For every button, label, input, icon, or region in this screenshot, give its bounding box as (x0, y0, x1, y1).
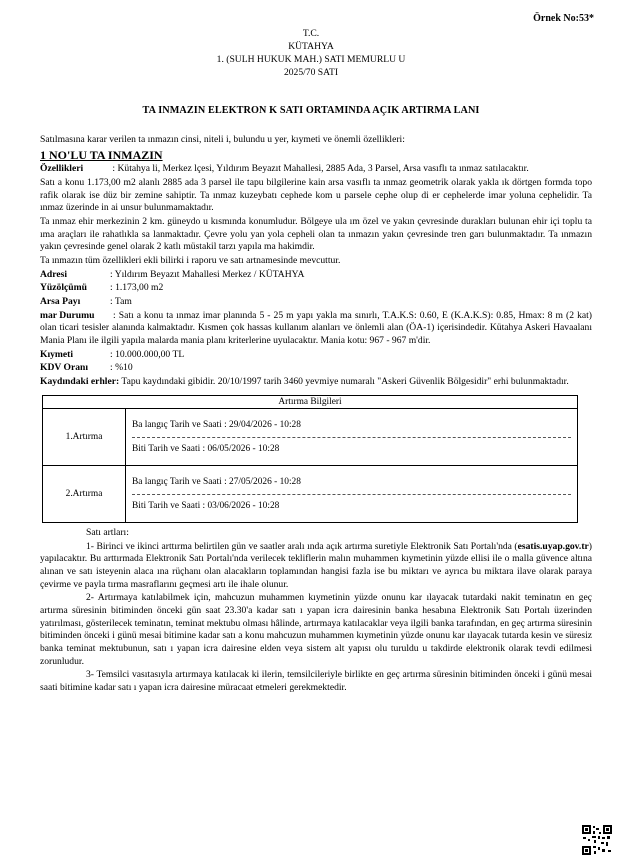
header-office: 1. (SULH HUKUK MAH.) SATI MEMURLU U (216, 53, 406, 65)
auction-dates (126, 409, 578, 466)
annotations-row (40, 376, 592, 389)
annotations-text: Tapu kaydındaki gibidir. 20/10/1997 tarih 3460 yevmiye numaralı "Askeri Güvenlik Bölgesidir" erhi bulunmaktadır. (121, 375, 569, 387)
description-paragraph-1: Satı a konu 1.173,00 m2 alanlı 2885 ada 3 parsel ile tapu bilgilerine kain arsa vasıflı ta ınmaz geometrik olarak yakla ık dörtgen formda topo rafik olarak ise düz bir zemine sahiptir. Ta ınmaz kuzeybatı cephede kom u parsele cephe olup di er cephelerde imar yoluna cephelidir. Ta ınmaz üzerinde in ai unsur bulunmamaktadır. (40, 177, 592, 214)
auction-row-1 (43, 409, 578, 466)
auction-start: Ba langıç Tarih ve Saati : 29/04/2026 - 10:28 (132, 420, 301, 431)
divider (132, 494, 571, 495)
description-paragraph-3: Ta ınmazın tüm özellikleri ekli bilirki i raporu ve satı artnamesinde mevcuttur. (40, 255, 341, 267)
auction-end: Biti Tarih ve Saati : 03/06/2026 - 10:28 (132, 500, 280, 511)
share-value: : Tam (110, 296, 132, 308)
features-row (40, 163, 592, 176)
condition-1-part-b: ) yapılacaktır. Bu arttırmada Elektronik Satı Portalı'nda verilecek tekliflerin malın muhammen kıymetinin yüzde ellisi ile o malla güvence altına alınan ve satı isteyenin alaca ına rüçhanı olan alacakların toplamından hangisi fazla ise bu miktarı ve ayrıca bu miktara ilave olarak paraya çevirme ve payla tırma masraflarını geçmesi artı ile ihale olunur. (40, 540, 592, 590)
area-label: Yüzölçümü (40, 282, 87, 294)
auction-row-2 (43, 466, 578, 523)
address-row (40, 269, 592, 282)
document-header (0, 28, 622, 79)
section-title: 1 NO'LU TA INMAZIN (40, 147, 163, 162)
auction-table-header: Artırma Bilgileri (43, 395, 578, 408)
vat-label: KDV Oranı (40, 362, 89, 374)
address-value: : Yıldırım Beyazıt Mahallesi Merkez / KÜTAHYA (110, 268, 305, 280)
share-label: Arsa Payı (40, 296, 81, 308)
zoning-text: : Satı a konu ta ınmaz imar planında 5 - 25 m yapı yakla ma sınırlı, T.A.K.S: 0.60, E (K.A.K.S): 0.85, Hmax: 8 m (2 kat) olan ticari tesisler alanında kalmaktadır. Kısmen çok hassas kullanım alanları ve önlemli alan (ÖA-1) içerisindedir. Kütahya Askeri Havaalanı Mania Planı ile ilgili yapıla malarda mania planı kriterlerine uyulacaktır. Mania kotu: 967 - 967 m'dir. (40, 309, 592, 347)
area-row (40, 282, 592, 295)
esatis-link[interactable]: esatis.uyap.gov.tr (517, 540, 589, 552)
sample-number: Örnek No:53* (533, 13, 594, 24)
header-country: T.C. (302, 28, 320, 39)
auction-end: Biti Tarih ve Saati : 06/05/2026 - 10:28 (132, 443, 280, 454)
value-label: Kıymeti (40, 348, 74, 360)
value-row (40, 349, 592, 362)
divider (132, 437, 571, 438)
condition-2: 2- Artırmaya katılabilmek için, mahcuzun muhammen kıymetinin yüzde onunu kar ılayacak tutardaki nakit teminatın en geç artırma süresinin bitiminden önceki gün saat 23.30'a kadar satı ı yapan icra dairesinin banka hesabına Elektronik Satı Portalı üzerinden yatırılması, gösterilecek teminatın, teminat mektubu olması hâlinde, artırmaya katılacaklar veya ilgili banka tarafından, en geç artırma süresinin bitiminden önceki i günü mesai bitimine kadar satı a konu mahcuzun muhammen kıymetinin yüzde onunu kar ılayacak tutarda kesin ve süresiz banka teminat mektubunun, satı ı yapan icra dairesine elden veya sistem alt yapısı olu turuldu u takdirde elektronik olarak tevdi edilmesi zorunludur. (40, 592, 592, 667)
qr-code-icon (582, 825, 612, 855)
zoning-row (40, 310, 592, 348)
intro-text: Satılmasına karar verilen ta ınmazın cinsi, niteli i, bulundu u yer, kıymeti ve önemli özellikleri: (40, 134, 405, 145)
features-text: : Kütahya li, Merkez lçesi, Yıldırım Beyazıt Mahallesi, 2885 Ada, 3 Parsel, Arsa vasıflı ta ınmaz satılacaktır. (112, 163, 529, 175)
auction-table (42, 395, 578, 523)
auction-dates (126, 466, 578, 523)
condition-1-part-a: 1- Birinci ve ikinci arttırma belirtilen gün ve saatler aralı ında açık artırma suretiyle Elektronik Satı Portalı'nda ( (86, 540, 518, 552)
vat-value: : %10 (110, 362, 133, 374)
header-file-number: 2025/70 SATI (283, 66, 339, 78)
auction-name: 1.Artırma (43, 409, 126, 466)
share-row (40, 296, 592, 309)
document-body (40, 134, 592, 696)
auction-name: 2.Artırma (43, 466, 126, 523)
vat-row (40, 362, 592, 375)
address-label: Adresi (40, 268, 68, 280)
features-label: Özellikleri (40, 163, 84, 175)
area-value: : 1.173,00 m2 (110, 282, 164, 294)
annotations-label: Kaydındaki erhler: (40, 375, 120, 387)
header-city: KÜTAHYA (288, 40, 334, 52)
value-amount: : 10.000.000,00 TL (110, 348, 185, 360)
zoning-label: mar Durumu (40, 309, 95, 321)
document-title: TA INMAZIN ELEKTRON K SATI ORTAMINDA AÇIK ARTIRMA LANI (142, 105, 480, 116)
condition-1 (40, 541, 592, 592)
auction-start: Ba langıç Tarih ve Saati : 27/05/2026 - 10:28 (132, 477, 301, 488)
conditions-title: Satı artları: (86, 527, 129, 539)
condition-3: 3- Temsilci vasıtasıyla artırmaya katılacak ki ilerin, temsilcileriyle birlikte en geç artırma süresinin bitiminden önceki i günü mesai saati bitimine kadar satı ı yapan icra dairesine müracaat etmeleri gerekmektedir. (40, 669, 592, 693)
description-paragraph-2: Ta ınmaz ehir merkezinin 2 km. güneydo u kısmında konumludur. Bölgeye ula ım özel ve yakın çevresinde durakları bulunan ehir içi toplu ta ıma araçları ile rahatlıkla sa lanmaktadır. Çevre yolu yan yola cepheli olan ta ınmazın yakın çevresinde tren garı bulunmaktadır. Ta ınmazın yakın çevresinde genel olarak 2 katlı müstakil tarzı yapıla ma hakimdir. (40, 216, 592, 253)
